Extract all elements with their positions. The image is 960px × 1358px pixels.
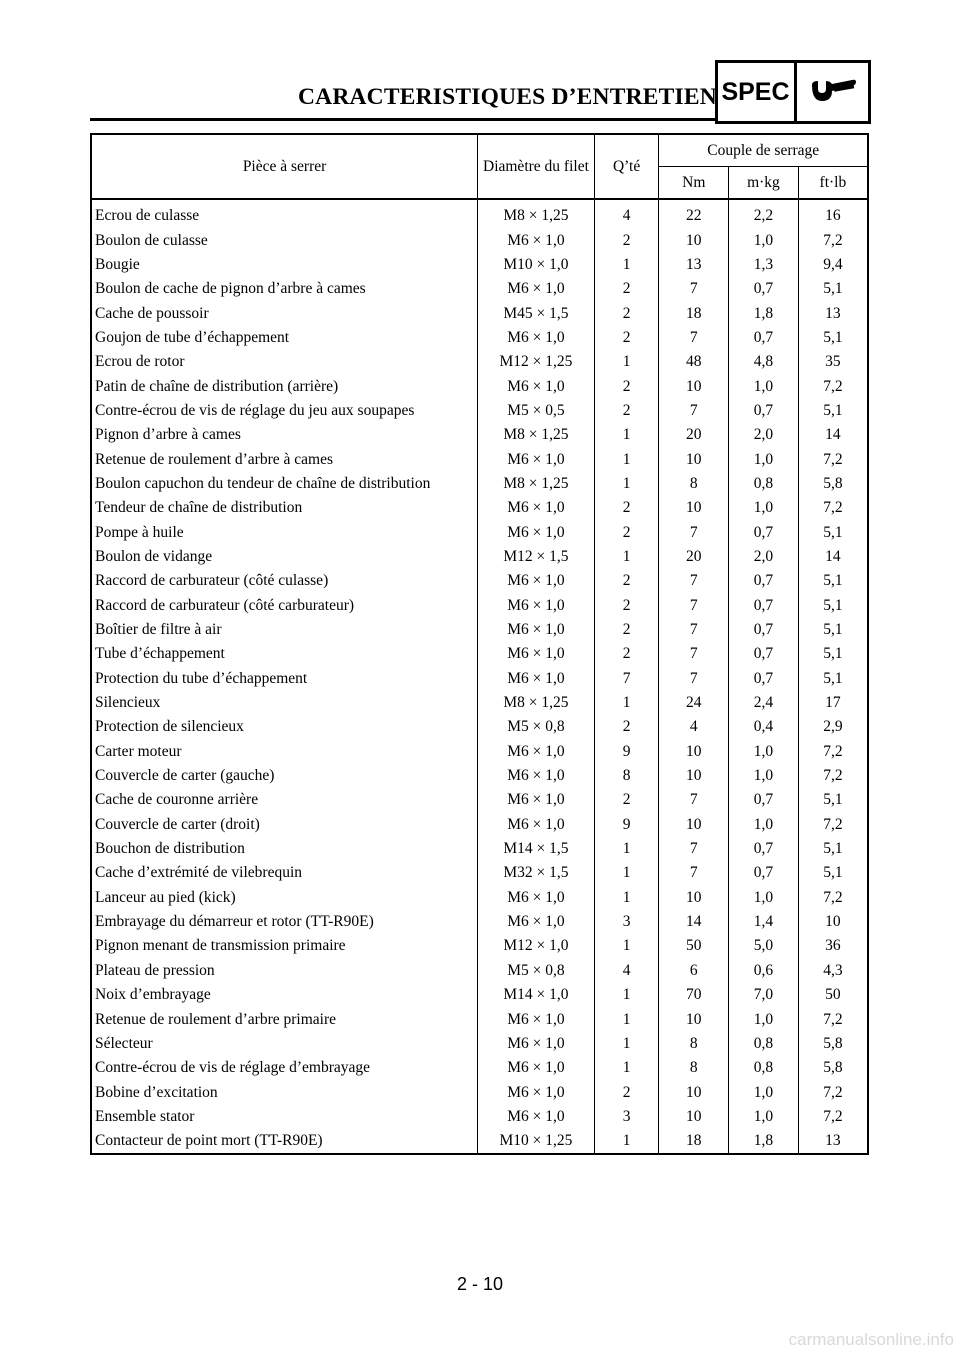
wrench-icon [808, 75, 858, 109]
cell-ftlb: 16 [798, 199, 868, 228]
torque-spec-table [90, 133, 869, 1155]
cell-part: Contre-écrou de vis de réglage d’embrayage [91, 1056, 478, 1080]
cell-part: Protection de silencieux [91, 715, 478, 739]
cell-thread: M6 × 1,0 [478, 520, 595, 544]
cell-qty: 8 [594, 764, 659, 788]
page-title: CARACTERISTIQUES D’ENTRETIEN [298, 84, 717, 110]
cell-mkg: 1,0 [729, 447, 799, 471]
cell-mkg: 1,0 [729, 496, 799, 520]
cell-thread: M6 × 1,0 [478, 326, 595, 350]
cell-part: Patin de chaîne de distribution (arrière) [91, 374, 478, 398]
header-part: Pièce à serrer [91, 134, 478, 199]
cell-qty: 2 [594, 228, 659, 252]
cell-qty: 2 [594, 594, 659, 618]
cell-ftlb: 7,2 [798, 764, 868, 788]
cell-part: Retenue de roulement d’arbre à cames [91, 447, 478, 471]
cell-part: Ensemble stator [91, 1105, 478, 1129]
cell-part: Noix d’embrayage [91, 983, 478, 1007]
cell-part: Carter moteur [91, 740, 478, 764]
table-row [91, 228, 868, 252]
cell-thread: M5 × 0,5 [478, 399, 595, 423]
cell-part: Tendeur de chaîne de distribution [91, 496, 478, 520]
cell-part: Cache de poussoir [91, 301, 478, 325]
cell-thread: M6 × 1,0 [478, 910, 595, 934]
cell-thread: M6 × 1,0 [478, 447, 595, 471]
cell-qty: 4 [594, 959, 659, 983]
table-row [91, 1080, 868, 1104]
cell-mkg: 0,7 [729, 326, 799, 350]
cell-mkg: 1,0 [729, 1080, 799, 1104]
table-row [91, 301, 868, 325]
cell-nm: 18 [659, 301, 729, 325]
cell-mkg: 2,4 [729, 691, 799, 715]
cell-thread: M6 × 1,0 [478, 569, 595, 593]
cell-thread: M8 × 1,25 [478, 423, 595, 447]
cell-mkg: 1,3 [729, 253, 799, 277]
cell-part: Couvercle de carter (droit) [91, 813, 478, 837]
page-header [90, 60, 870, 120]
cell-mkg: 0,8 [729, 1056, 799, 1080]
cell-thread: M6 × 1,0 [478, 277, 595, 301]
cell-qty: 1 [594, 472, 659, 496]
table-row [91, 374, 868, 398]
cell-nm: 10 [659, 740, 729, 764]
cell-thread: M8 × 1,25 [478, 199, 595, 228]
cell-mkg: 1,0 [729, 1105, 799, 1129]
table-row [91, 740, 868, 764]
cell-part: Raccord de carburateur (côté culasse) [91, 569, 478, 593]
cell-ftlb: 14 [798, 545, 868, 569]
cell-nm: 10 [659, 374, 729, 398]
cell-ftlb: 4,3 [798, 959, 868, 983]
cell-nm: 10 [659, 496, 729, 520]
table-row [91, 472, 868, 496]
table-row [91, 667, 868, 691]
cell-qty: 3 [594, 1105, 659, 1129]
table-row [91, 886, 868, 910]
table-row [91, 1007, 868, 1031]
cell-ftlb: 13 [798, 1129, 868, 1154]
cell-thread: M10 × 1,25 [478, 1129, 595, 1154]
cell-part: Ecrou de culasse [91, 199, 478, 228]
cell-ftlb: 5,1 [798, 277, 868, 301]
cell-ftlb: 7,2 [798, 813, 868, 837]
cell-thread: M6 × 1,0 [478, 228, 595, 252]
cell-mkg: 0,6 [729, 959, 799, 983]
cell-qty: 3 [594, 910, 659, 934]
cell-part: Embrayage du démarreur et rotor (TT-R90E) [91, 910, 478, 934]
table-row [91, 399, 868, 423]
cell-thread: M8 × 1,25 [478, 691, 595, 715]
cell-thread: M6 × 1,0 [478, 1032, 595, 1056]
cell-part: Bouchon de distribution [91, 837, 478, 861]
cell-part: Boulon de culasse [91, 228, 478, 252]
cell-part: Goujon de tube d’échappement [91, 326, 478, 350]
cell-thread: M32 × 1,5 [478, 861, 595, 885]
header-mkg: m·kg [729, 167, 799, 200]
cell-qty: 1 [594, 983, 659, 1007]
cell-mkg: 2,2 [729, 199, 799, 228]
table-row [91, 959, 868, 983]
cell-mkg: 0,7 [729, 277, 799, 301]
cell-mkg: 0,7 [729, 642, 799, 666]
cell-qty: 2 [594, 374, 659, 398]
watermark: carmanualsonline.info [788, 1330, 954, 1349]
cell-ftlb: 5,1 [798, 569, 868, 593]
cell-part: Boulon capuchon du tendeur de chaîne de distribution [91, 472, 478, 496]
cell-thread: M14 × 1,0 [478, 983, 595, 1007]
cell-nm: 22 [659, 199, 729, 228]
table-row [91, 715, 868, 739]
cell-part: Cache d’extrémité de vilebrequin [91, 861, 478, 885]
cell-part: Contre-écrou de vis de réglage du jeu aux soupapes [91, 399, 478, 423]
cell-part: Tube d’échappement [91, 642, 478, 666]
cell-qty: 1 [594, 934, 659, 958]
cell-ftlb: 5,1 [798, 618, 868, 642]
table-row [91, 447, 868, 471]
cell-thread: M5 × 0,8 [478, 715, 595, 739]
cell-ftlb: 10 [798, 910, 868, 934]
cell-qty: 1 [594, 1007, 659, 1031]
cell-ftlb: 5,8 [798, 1032, 868, 1056]
cell-nm: 4 [659, 715, 729, 739]
cell-mkg: 1,8 [729, 301, 799, 325]
page-number: 2 - 10 [456, 1274, 504, 1294]
cell-qty: 2 [594, 569, 659, 593]
table-row [91, 837, 868, 861]
table-row [91, 1129, 868, 1154]
cell-nm: 8 [659, 1032, 729, 1056]
cell-ftlb: 7,2 [798, 886, 868, 910]
cell-nm: 8 [659, 472, 729, 496]
cell-mkg: 1,0 [729, 228, 799, 252]
cell-qty: 2 [594, 1080, 659, 1104]
cell-nm: 7 [659, 520, 729, 544]
cell-ftlb: 7,2 [798, 496, 868, 520]
cell-nm: 10 [659, 1080, 729, 1104]
cell-part: Boulon de vidange [91, 545, 478, 569]
cell-thread: M6 × 1,0 [478, 740, 595, 764]
cell-nm: 7 [659, 399, 729, 423]
cell-qty: 1 [594, 350, 659, 374]
cell-ftlb: 5,1 [798, 788, 868, 812]
cell-ftlb: 5,1 [798, 594, 868, 618]
cell-nm: 50 [659, 934, 729, 958]
spec-label: SPEC [721, 77, 790, 106]
table-row [91, 496, 868, 520]
cell-qty: 2 [594, 642, 659, 666]
table-body [91, 199, 868, 1154]
cell-thread: M8 × 1,25 [478, 472, 595, 496]
cell-thread: M6 × 1,0 [478, 374, 595, 398]
header-thread: Diamètre du filet [478, 134, 595, 199]
cell-qty: 1 [594, 861, 659, 885]
cell-nm: 18 [659, 1129, 729, 1154]
table-row [91, 594, 868, 618]
cell-ftlb: 14 [798, 423, 868, 447]
cell-ftlb: 36 [798, 934, 868, 958]
cell-qty: 2 [594, 496, 659, 520]
cell-ftlb: 5,1 [798, 326, 868, 350]
cell-nm: 14 [659, 910, 729, 934]
cell-nm: 7 [659, 837, 729, 861]
cell-part: Plateau de pression [91, 959, 478, 983]
cell-thread: M6 × 1,0 [478, 618, 595, 642]
cell-qty: 9 [594, 813, 659, 837]
cell-qty: 9 [594, 740, 659, 764]
cell-mkg: 1,0 [729, 740, 799, 764]
cell-mkg: 0,7 [729, 594, 799, 618]
header-rule [90, 118, 715, 121]
table-row [91, 423, 868, 447]
cell-part: Retenue de roulement d’arbre primaire [91, 1007, 478, 1031]
cell-mkg: 2,0 [729, 545, 799, 569]
cell-nm: 20 [659, 423, 729, 447]
cell-nm: 10 [659, 813, 729, 837]
cell-part: Bobine d’excitation [91, 1080, 478, 1104]
header-qty: Q’té [594, 134, 659, 199]
cell-ftlb: 7,2 [798, 374, 868, 398]
cell-nm: 6 [659, 959, 729, 983]
cell-mkg: 0,7 [729, 569, 799, 593]
cell-thread: M14 × 1,5 [478, 837, 595, 861]
cell-qty: 2 [594, 326, 659, 350]
cell-qty: 1 [594, 1056, 659, 1080]
cell-qty: 2 [594, 618, 659, 642]
cell-mkg: 4,8 [729, 350, 799, 374]
cell-part: Cache de couronne arrière [91, 788, 478, 812]
cell-nm: 7 [659, 618, 729, 642]
cell-nm: 7 [659, 594, 729, 618]
table-row [91, 788, 868, 812]
table-row [91, 764, 868, 788]
cell-ftlb: 7,2 [798, 1007, 868, 1031]
cell-nm: 70 [659, 983, 729, 1007]
cell-nm: 10 [659, 764, 729, 788]
cell-mkg: 1,0 [729, 374, 799, 398]
cell-mkg: 0,7 [729, 618, 799, 642]
cell-qty: 2 [594, 277, 659, 301]
cell-qty: 7 [594, 667, 659, 691]
cell-thread: M5 × 0,8 [478, 959, 595, 983]
cell-thread: M6 × 1,0 [478, 886, 595, 910]
table-row [91, 934, 868, 958]
spec-badge [715, 60, 871, 124]
cell-ftlb: 35 [798, 350, 868, 374]
table-row [91, 861, 868, 885]
cell-qty: 2 [594, 715, 659, 739]
table-row [91, 569, 868, 593]
cell-thread: M6 × 1,0 [478, 1007, 595, 1031]
cell-ftlb: 5,1 [798, 642, 868, 666]
cell-part: Boulon de cache de pignon d’arbre à cames [91, 277, 478, 301]
cell-nm: 7 [659, 788, 729, 812]
cell-qty: 4 [594, 199, 659, 228]
table-row [91, 520, 868, 544]
cell-thread: M6 × 1,0 [478, 1056, 595, 1080]
cell-part: Ecrou de rotor [91, 350, 478, 374]
cell-ftlb: 7,2 [798, 228, 868, 252]
cell-mkg: 1,0 [729, 886, 799, 910]
cell-nm: 10 [659, 886, 729, 910]
header-nm: Nm [659, 167, 729, 200]
cell-part: Pompe à huile [91, 520, 478, 544]
cell-mkg: 0,8 [729, 472, 799, 496]
cell-nm: 20 [659, 545, 729, 569]
table-row [91, 642, 868, 666]
table-row [91, 277, 868, 301]
cell-thread: M6 × 1,0 [478, 1080, 595, 1104]
cell-ftlb: 13 [798, 301, 868, 325]
cell-ftlb: 5,1 [798, 520, 868, 544]
cell-ftlb: 5,1 [798, 667, 868, 691]
cell-ftlb: 5,1 [798, 837, 868, 861]
cell-nm: 10 [659, 1105, 729, 1129]
cell-part: Contacteur de point mort (TT-R90E) [91, 1129, 478, 1154]
cell-qty: 2 [594, 788, 659, 812]
cell-thread: M12 × 1,0 [478, 934, 595, 958]
cell-mkg: 0,7 [729, 520, 799, 544]
cell-thread: M6 × 1,0 [478, 594, 595, 618]
cell-ftlb: 7,2 [798, 1105, 868, 1129]
cell-ftlb: 5,8 [798, 1056, 868, 1080]
cell-nm: 7 [659, 861, 729, 885]
cell-mkg: 0,4 [729, 715, 799, 739]
cell-thread: M6 × 1,0 [478, 813, 595, 837]
cell-mkg: 0,7 [729, 788, 799, 812]
cell-nm: 7 [659, 642, 729, 666]
cell-thread: M6 × 1,0 [478, 764, 595, 788]
cell-ftlb: 7,2 [798, 447, 868, 471]
cell-part: Silencieux [91, 691, 478, 715]
cell-part: Pignon menant de transmission primaire [91, 934, 478, 958]
cell-nm: 48 [659, 350, 729, 374]
table-row [91, 253, 868, 277]
cell-thread: M6 × 1,0 [478, 788, 595, 812]
cell-ftlb: 7,2 [798, 740, 868, 764]
cell-nm: 7 [659, 667, 729, 691]
cell-thread: M12 × 1,25 [478, 350, 595, 374]
cell-ftlb: 5,1 [798, 861, 868, 885]
cell-mkg: 1,0 [729, 813, 799, 837]
cell-thread: M6 × 1,0 [478, 642, 595, 666]
table-row [91, 910, 868, 934]
cell-qty: 1 [594, 423, 659, 447]
cell-mkg: 0,8 [729, 1032, 799, 1056]
cell-ftlb: 17 [798, 691, 868, 715]
cell-mkg: 2,0 [729, 423, 799, 447]
cell-mkg: 0,7 [729, 837, 799, 861]
cell-qty: 1 [594, 253, 659, 277]
cell-nm: 7 [659, 326, 729, 350]
cell-nm: 10 [659, 1007, 729, 1031]
header-ftlb: ft·lb [798, 167, 868, 200]
cell-thread: M6 × 1,0 [478, 496, 595, 520]
cell-ftlb: 2,9 [798, 715, 868, 739]
cell-qty: 1 [594, 1032, 659, 1056]
table-row [91, 545, 868, 569]
cell-part: Protection du tube d’échappement [91, 667, 478, 691]
table-row [91, 199, 868, 228]
cell-qty: 1 [594, 837, 659, 861]
cell-thread: M6 × 1,0 [478, 1105, 595, 1129]
cell-qty: 2 [594, 301, 659, 325]
spec-divider [794, 63, 797, 121]
cell-part: Raccord de carburateur (côté carburateur) [91, 594, 478, 618]
table-row [91, 1032, 868, 1056]
cell-thread: M6 × 1,0 [478, 667, 595, 691]
cell-mkg: 0,7 [729, 399, 799, 423]
cell-ftlb: 7,2 [798, 1080, 868, 1104]
cell-part: Boîtier de filtre à air [91, 618, 478, 642]
cell-part: Lanceur au pied (kick) [91, 886, 478, 910]
cell-qty: 2 [594, 399, 659, 423]
cell-qty: 1 [594, 1129, 659, 1154]
cell-ftlb: 9,4 [798, 253, 868, 277]
cell-qty: 1 [594, 447, 659, 471]
table-row [91, 618, 868, 642]
cell-mkg: 0,7 [729, 861, 799, 885]
cell-qty: 1 [594, 691, 659, 715]
cell-thread: M12 × 1,5 [478, 545, 595, 569]
table-row [91, 691, 868, 715]
cell-nm: 10 [659, 447, 729, 471]
cell-nm: 7 [659, 569, 729, 593]
cell-mkg: 1,8 [729, 1129, 799, 1154]
cell-nm: 24 [659, 691, 729, 715]
table-row [91, 1056, 868, 1080]
cell-nm: 7 [659, 277, 729, 301]
table-row [91, 350, 868, 374]
table-row [91, 1105, 868, 1129]
cell-thread: M45 × 1,5 [478, 301, 595, 325]
cell-mkg: 1,0 [729, 1007, 799, 1031]
header-torque: Couple de serrage [659, 134, 868, 167]
cell-mkg: 7,0 [729, 983, 799, 1007]
cell-ftlb: 5,1 [798, 399, 868, 423]
cell-ftlb: 50 [798, 983, 868, 1007]
cell-mkg: 5,0 [729, 934, 799, 958]
cell-part: Pignon d’arbre à cames [91, 423, 478, 447]
cell-part: Bougie [91, 253, 478, 277]
cell-nm: 8 [659, 1056, 729, 1080]
cell-ftlb: 5,8 [798, 472, 868, 496]
table-row [91, 326, 868, 350]
cell-thread: M10 × 1,0 [478, 253, 595, 277]
table-row [91, 813, 868, 837]
cell-qty: 1 [594, 545, 659, 569]
cell-qty: 1 [594, 886, 659, 910]
cell-mkg: 0,7 [729, 667, 799, 691]
cell-part: Sélecteur [91, 1032, 478, 1056]
cell-part: Couvercle de carter (gauche) [91, 764, 478, 788]
cell-mkg: 1,4 [729, 910, 799, 934]
cell-nm: 13 [659, 253, 729, 277]
table-row [91, 983, 868, 1007]
cell-mkg: 1,0 [729, 764, 799, 788]
cell-nm: 10 [659, 228, 729, 252]
cell-qty: 2 [594, 520, 659, 544]
